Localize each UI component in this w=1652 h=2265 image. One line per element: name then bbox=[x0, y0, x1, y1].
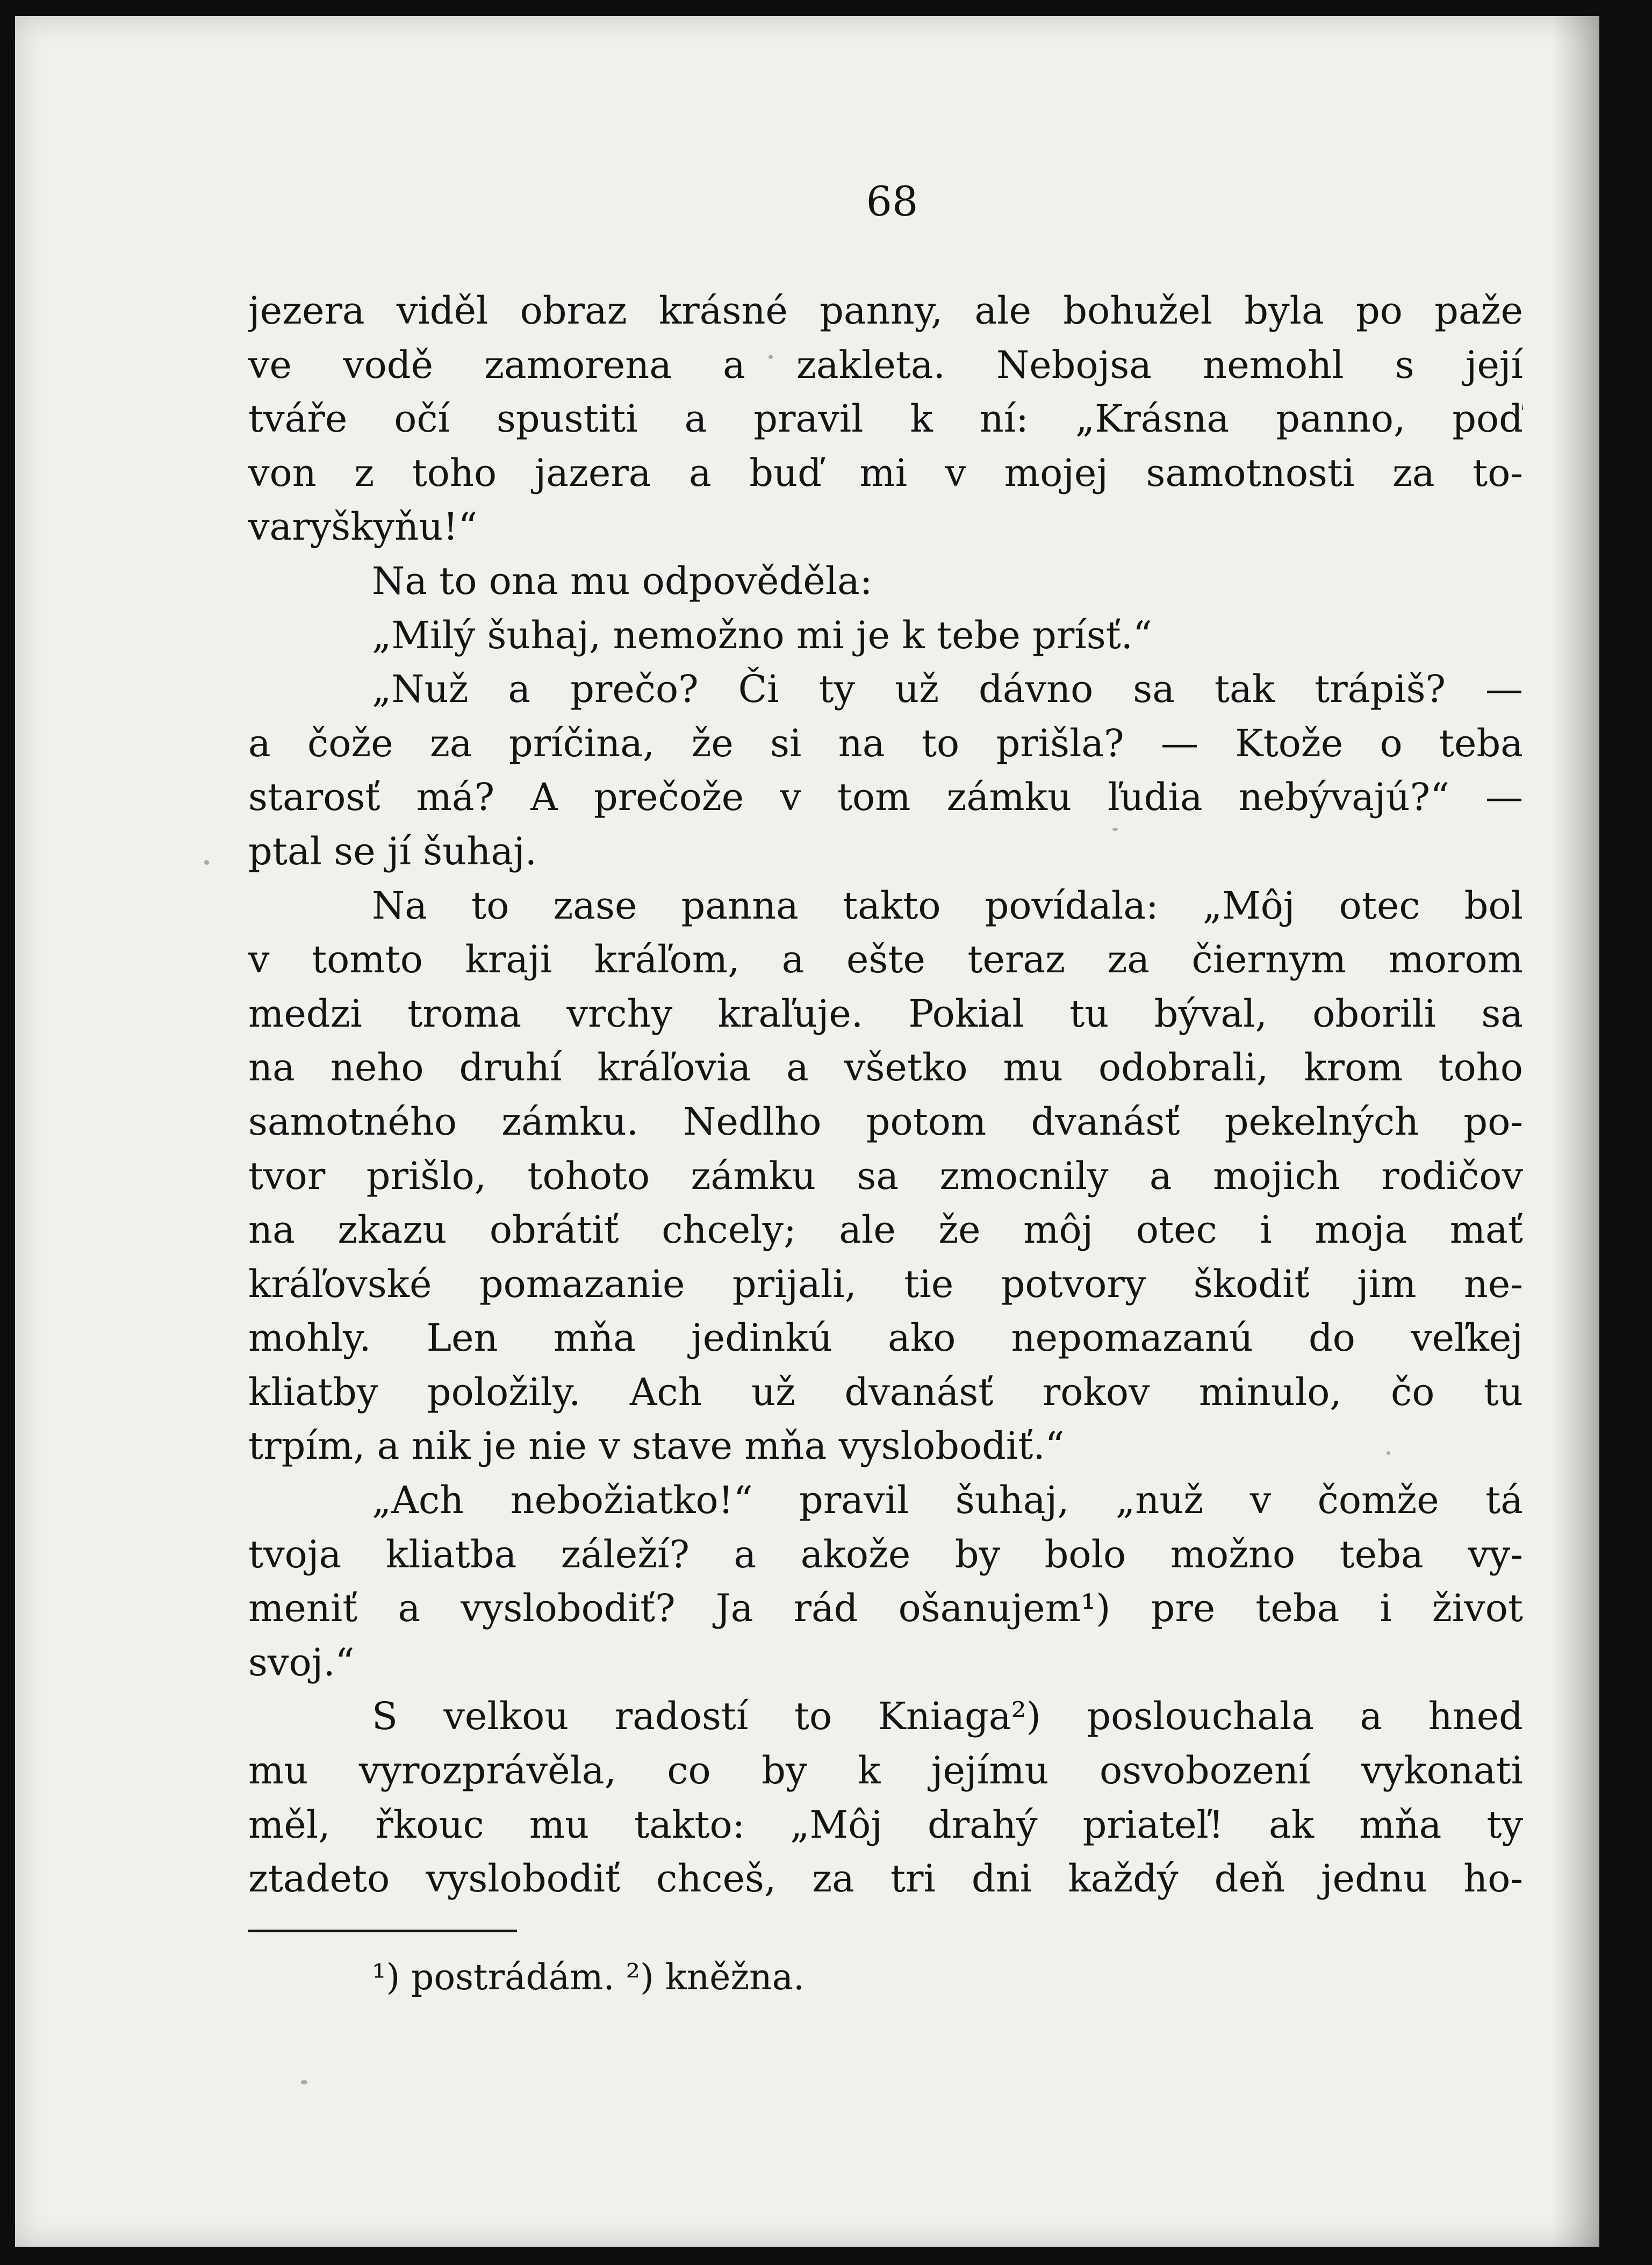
text-line: a čože za príčina, že si na to prišla? — Ktože o teba bbox=[248, 721, 1523, 765]
text-line: mohly. Len mňa jedinkú ako nepomazanú do veľkej bbox=[248, 1316, 1523, 1360]
text-line: tvor prišlo, tohoto zámku sa zmocnily a mojich rodičov bbox=[248, 1153, 1523, 1198]
text-line: kliatby položily. Ach už dvanásť rokov minulo, čo tu bbox=[248, 1370, 1523, 1414]
text-line: v tomto kraji kráľom, a ešte teraz za čiernym morom bbox=[248, 937, 1523, 982]
text-line: von z toho jazera a buď mi v mojej samotnosti za to- bbox=[248, 450, 1523, 495]
text-line: měl, řkouc mu takto: „Môj drahý priateľ! ak mňa ty bbox=[248, 1802, 1523, 1847]
paper-speck bbox=[301, 2080, 307, 2084]
paper-speck bbox=[204, 860, 209, 865]
page-number: 68 bbox=[866, 177, 918, 225]
text-line: tvoja kliatba záleží? a akože by bolo možno teba vy- bbox=[248, 1532, 1523, 1576]
text-line: varyškyňu!“ bbox=[248, 505, 478, 549]
text-line: „Milý šuhaj, nemožno mi je k tebe prísť.“ bbox=[372, 613, 1152, 657]
page-edge-shadow bbox=[1551, 16, 1599, 2247]
text-line: jezera viděl obraz krásné panny, ale bohužel byla po paže bbox=[248, 289, 1523, 333]
footnotes: ¹) postrádám. ²) kněžna. bbox=[372, 1956, 805, 1998]
footnote-divider bbox=[248, 1930, 517, 1932]
text-line: Na to ona mu odpověděla: bbox=[372, 558, 873, 603]
text-line: na zkazu obrátiť chcely; ale že môj otec i moja mať bbox=[248, 1208, 1523, 1252]
text-line: starosť má? A prečože v tom zámku ľudia nebývajú?“ — bbox=[248, 775, 1523, 820]
text-line: samotného zámku. Nedlho potom dvanásť pekelných po- bbox=[248, 1099, 1523, 1144]
text-line: „Ach nebožiatko!“ pravil šuhaj, „nuž v čomže tá bbox=[372, 1478, 1523, 1523]
text-line: na neho druhí kráľovia a všetko mu odobrali, krom toho bbox=[248, 1045, 1523, 1090]
text-line: trpím, a nik je nie v stave mňa vyslobodiť.“ bbox=[248, 1424, 1065, 1468]
text-line: svoj.“ bbox=[248, 1640, 355, 1685]
text-line: „Nuž a prečo? Či ty už dávno sa tak trápiš? — bbox=[372, 667, 1523, 712]
text-line: tváře očí spustiti a pravil k ní: „Krásna panno, poď bbox=[248, 397, 1523, 441]
text-line: Na to zase panna takto povídala: „Môj otec bol bbox=[372, 883, 1523, 928]
text-line: mu vyrozprávěla, co by k jejímu osvobození vykonati bbox=[248, 1748, 1523, 1793]
text-line: S velkou radostí to Kniaga²) poslouchala a hned bbox=[372, 1694, 1523, 1739]
text-line: ztadeto vyslobodiť chceš, za tri dni každý deň jednu ho- bbox=[248, 1857, 1523, 1901]
body-text bbox=[248, 284, 1523, 1906]
text-line: medzi troma vrchy kraľuje. Pokial tu býval, oborili sa bbox=[248, 991, 1523, 1036]
text-line: ve vodě zamorena a zakleta. Nebojsa nemohl s její bbox=[248, 342, 1523, 387]
text-line: ptal se jí šuhaj. bbox=[248, 829, 537, 873]
text-line: meniť a vyslobodiť? Ja rád ošanujem¹) pre teba i život bbox=[248, 1586, 1523, 1631]
text-line: kráľovské pomazanie prijali, tie potvory škodiť jim ne- bbox=[248, 1261, 1523, 1306]
